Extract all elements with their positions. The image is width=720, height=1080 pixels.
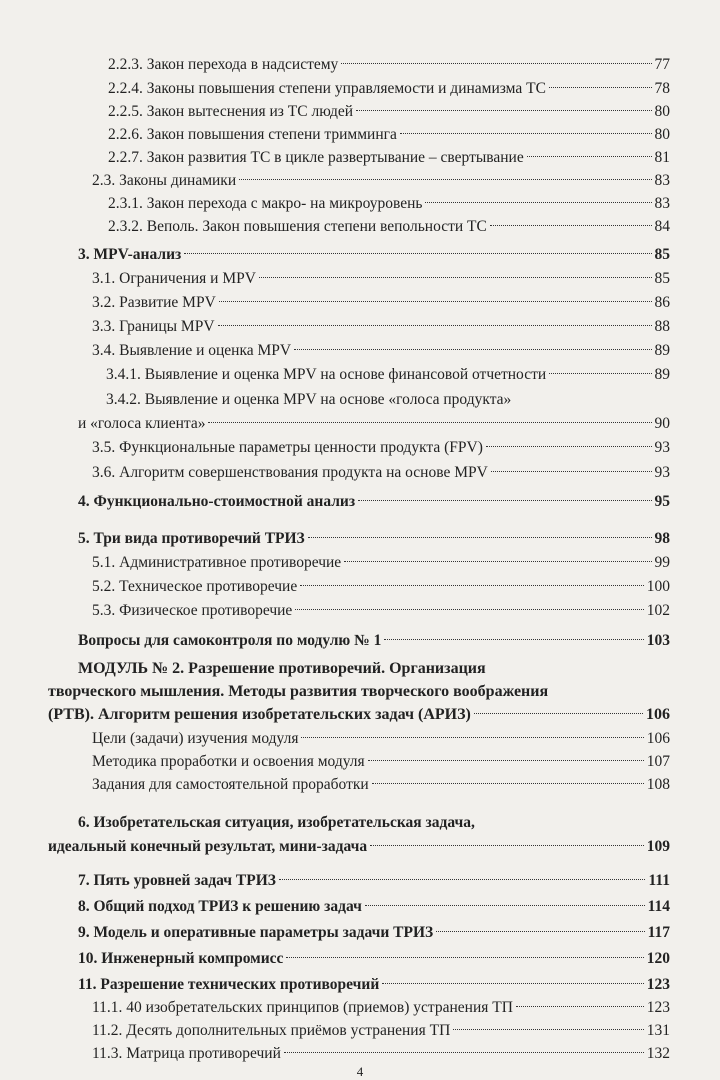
toc-entry-label: 3.2. Развитие MPV (92, 294, 216, 311)
toc-entry-label: 2.2.4. Законы повышения степени управляемости и динамизма ТС (108, 80, 546, 97)
toc-chapter-entry (78, 630, 670, 652)
toc-entry-label: Цели (задачи) изучения модуля (92, 730, 299, 747)
toc-entry-label: 3.4. Выявление и оценка MPV (92, 342, 292, 359)
dot-leader (295, 609, 643, 610)
toc-entry (92, 462, 670, 484)
toc-entry-label: 5.3. Физическое противоречие (92, 602, 293, 619)
toc-entry-label: 11.2. Десять дополнительных приёмов устранения ТП (92, 1022, 451, 1039)
toc-chapter-entry (78, 870, 670, 892)
dot-leader (300, 585, 644, 586)
toc-entry (92, 1043, 670, 1065)
toc-entry-page: 103 (646, 632, 670, 649)
toc-entry-label: 11.1. 40 изобретательских принципов (приемов) устранения ТП (92, 999, 513, 1016)
toc-entry-page: 114 (647, 898, 670, 915)
toc-chapter-entry (78, 528, 670, 550)
toc-entry-page: 89 (654, 342, 670, 359)
toc-entry (92, 751, 670, 773)
toc-entry (108, 101, 670, 123)
dot-leader (358, 500, 651, 501)
toc-entry-label: 2.2.5. Закон вытеснения из ТС людей (108, 103, 354, 120)
toc-entry-page: 132 (646, 1045, 670, 1062)
dot-leader (341, 63, 651, 64)
dot-leader (239, 179, 651, 180)
toc-entry-label: 2.2.6. Закон повышения степени тримминга (108, 126, 397, 143)
toc-entry-label: 3.4.1. Выявление и оценка MPV на основе финансовой отчетности (106, 366, 547, 383)
toc-entry-page: 95 (654, 493, 670, 510)
toc-entry-label: 4. Функционально-стоимостной анализ (78, 493, 356, 510)
dot-leader (184, 253, 651, 254)
toc-entry-label: 2.3.1. Закон перехода с макро- на микроуровень (108, 195, 423, 212)
toc-chapter-entry (78, 922, 670, 944)
dot-leader (219, 301, 652, 302)
toc-entry-label: 2.2.3. Закон перехода в надсистему (108, 56, 339, 73)
toc-entry-label: 5. Три вида противоречий ТРИЗ (78, 530, 305, 547)
toc-entry-label: 3.5. Функциональные параметры ценности продукта (FPV) (92, 439, 483, 456)
dot-leader (294, 349, 651, 350)
page-number: 4 (356, 1064, 364, 1079)
toc-entry (92, 552, 670, 574)
toc-entry-page: 83 (654, 195, 670, 212)
dot-leader (516, 1006, 644, 1007)
dot-leader (425, 202, 651, 203)
dot-leader (400, 133, 652, 134)
dot-leader (308, 537, 652, 538)
toc-entry (92, 268, 670, 290)
toc-entry (108, 216, 670, 238)
toc-entry-page: 83 (654, 172, 670, 189)
module-title-line: творческого мышления. Методы развития творческого воображения (48, 683, 549, 700)
toc-entry (92, 170, 670, 192)
toc-entry-page: 117 (647, 924, 670, 941)
toc-entry-page: 106 (646, 706, 670, 723)
toc-entry-first-line: 6. Изобретательская ситуация, изобретательская задача, (78, 814, 475, 831)
dot-leader (384, 639, 643, 640)
toc-entry-label: 7. Пять уровней задач ТРИЗ (78, 872, 276, 889)
toc-entry-label: Вопросы для самоконтроля по модулю № 1 (78, 632, 382, 649)
dot-leader (486, 446, 652, 447)
dot-leader (436, 931, 644, 932)
dot-leader (286, 957, 643, 958)
toc-chapter-entry (78, 974, 670, 996)
dot-leader (344, 561, 651, 562)
toc-entry-label: 8. Общий подход ТРИЗ к решению задач (78, 898, 362, 915)
toc-entry-page: 123 (646, 999, 670, 1016)
toc-entry-label: 3.1. Ограничения и MPV (92, 270, 256, 287)
toc-entry-label: 2.3.2. Веполь. Закон повышения степени вепольности ТС (108, 218, 487, 235)
dot-leader (372, 783, 644, 784)
toc-entry-page: 131 (646, 1022, 670, 1039)
toc-entry-page: 86 (654, 294, 670, 311)
dot-leader (208, 422, 651, 423)
toc-entry-page: 100 (646, 578, 670, 595)
toc-entry (92, 437, 670, 459)
toc-chapter-entry (78, 948, 670, 970)
dot-leader (368, 760, 644, 761)
toc-entry-label: 5.2. Техническое противоречие (92, 578, 298, 595)
toc-entry-page: 120 (646, 950, 670, 967)
toc-entry-label: и «голоса клиента» (78, 415, 206, 432)
dot-leader (491, 471, 652, 472)
toc-entry (106, 364, 670, 386)
module-title-line: МОДУЛЬ № 2. Разрешение противоречий. Организация (78, 660, 486, 677)
toc-entry-page: 80 (654, 103, 670, 120)
toc-entry (108, 124, 670, 146)
toc-entry-page: 93 (654, 464, 670, 481)
toc-entry-label: (РТВ). Алгоритм решения изобретательских задач (АРИЗ) (48, 706, 471, 723)
dot-leader (382, 983, 643, 984)
toc-entry-page: 88 (654, 318, 670, 335)
toc-chapter-entry (78, 244, 670, 266)
toc-chapter-entry (48, 836, 670, 858)
dot-leader (527, 156, 652, 157)
toc-entry-page: 98 (654, 530, 670, 547)
toc-entry-page: 102 (646, 602, 670, 619)
toc-entry-label: идеальный конечный результат, мини-задача (48, 838, 368, 855)
toc-entry (92, 340, 670, 362)
toc-chapter-entry (78, 491, 670, 513)
toc-entry (92, 728, 670, 750)
toc-entry (92, 292, 670, 314)
toc-entry-page: 80 (654, 126, 670, 143)
toc-entry (92, 997, 670, 1019)
toc-entry-label: Методика проработки и освоения модуля (92, 753, 365, 770)
dot-leader (549, 87, 652, 88)
toc-entry-first-line: 3.4.2. Выявление и оценка MPV на основе «голоса продукта» (106, 391, 512, 408)
toc-entry-page: 78 (654, 80, 670, 97)
toc-entry (92, 576, 670, 598)
toc-entry (92, 1020, 670, 1042)
dot-leader (490, 225, 652, 226)
dot-leader (370, 845, 644, 846)
toc-chapter-entry (78, 896, 670, 918)
toc-entry-page: 84 (654, 218, 670, 235)
toc-entry-page: 109 (646, 838, 670, 855)
toc-entry-label: 3.3. Границы MPV (92, 318, 215, 335)
toc-entry (78, 413, 670, 435)
dot-leader (453, 1029, 643, 1030)
dot-leader (284, 1052, 644, 1053)
toc-entry (108, 193, 670, 215)
toc-entry-label: 9. Модель и оперативные параметры задачи ТРИЗ (78, 924, 434, 941)
toc-entry-page: 89 (654, 366, 670, 383)
dot-leader (356, 110, 651, 111)
toc-entry-page: 123 (646, 976, 670, 993)
toc-entry-label: 11.3. Матрица противоречий (92, 1045, 281, 1062)
dot-leader (259, 277, 652, 278)
toc-entry (92, 774, 670, 796)
toc-entry (92, 316, 670, 338)
toc-entry (108, 78, 670, 100)
toc-entry-page: 85 (654, 270, 670, 287)
toc-entry-page: 108 (646, 776, 670, 793)
dot-leader (549, 373, 651, 374)
dot-leader (365, 905, 645, 906)
toc-entry-label: 10. Инженерный компромисс (78, 950, 284, 967)
toc-entry-page: 93 (654, 439, 670, 456)
toc-entry-label: 2.3. Законы динамики (92, 172, 237, 189)
toc-entry-page: 107 (646, 753, 670, 770)
toc-entry (92, 600, 670, 622)
toc-entry-label: 3.6. Алгоритм совершенствования продукта на основе MPV (92, 464, 488, 481)
dot-leader (279, 879, 645, 880)
toc-entry-label: 2.2.7. Закон развития ТС в цикле развертывание – свертывание (108, 149, 524, 166)
dot-leader (301, 737, 643, 738)
toc-entry-page: 77 (654, 56, 670, 73)
toc-entry-label: 5.1. Административное противоречие (92, 554, 342, 571)
dot-leader (218, 325, 652, 326)
toc-entry (108, 54, 670, 76)
toc-entry-label: Задания для самостоятельной проработки (92, 776, 369, 793)
toc-entry-page: 90 (654, 415, 670, 432)
toc-entry-label: 3. MPV-анализ (78, 246, 182, 263)
toc-entry (108, 147, 670, 169)
toc-entry-label: 11. Разрешение технических противоречий (78, 976, 380, 993)
toc-entry-page: 81 (654, 149, 670, 166)
toc-entry-page: 99 (654, 554, 670, 571)
module-title-entry (48, 704, 670, 726)
toc-entry-page: 85 (654, 246, 670, 263)
dot-leader (474, 713, 643, 714)
toc-entry-page: 106 (646, 730, 670, 747)
toc-entry-page: 111 (648, 872, 670, 889)
